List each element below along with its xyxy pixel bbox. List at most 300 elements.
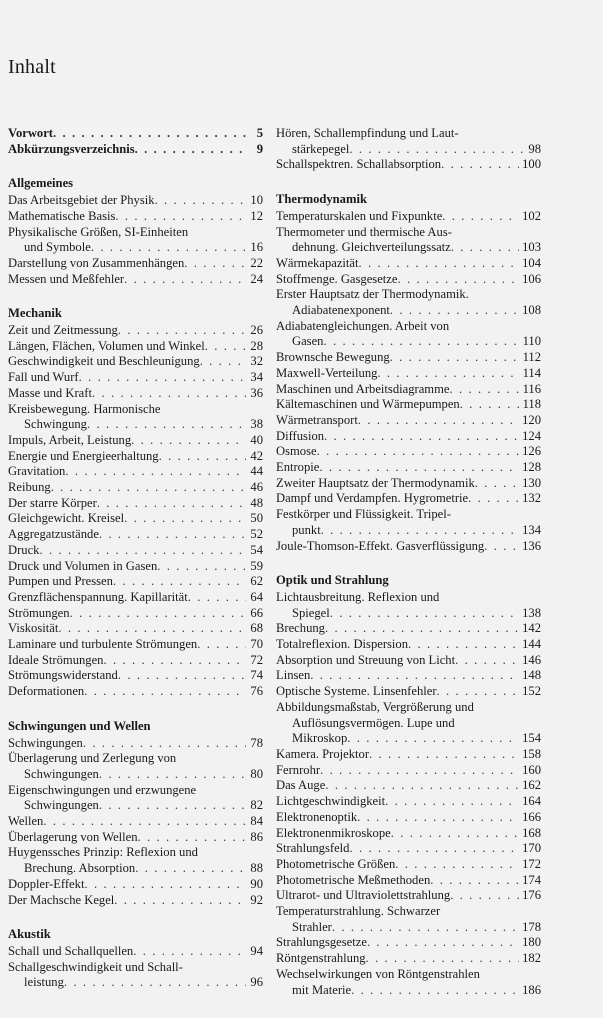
toc-entry[interactable] [8, 606, 263, 622]
page-number: 94 [250, 943, 263, 958]
entry-line [8, 684, 263, 700]
toc-entry[interactable] [276, 319, 541, 350]
entry-title: Der Machsche Kegel [8, 892, 115, 907]
dot-leader [135, 861, 246, 877]
entry-line [8, 370, 263, 386]
toc-entry[interactable] [8, 496, 263, 512]
toc-section-allgemeines [8, 177, 263, 287]
toc-entry[interactable] [8, 386, 263, 402]
toc-entry[interactable] [8, 574, 263, 590]
page-number: 103 [522, 240, 541, 255]
toc-entry[interactable] [276, 539, 541, 555]
entry-title: Zeit und Zeitmessung [8, 323, 118, 337]
entry-line [8, 256, 263, 272]
dot-leader [475, 476, 519, 492]
dot-leader [184, 256, 246, 272]
entry-title: Abkürzungsverzeichnis [8, 141, 135, 156]
entry-title: Elektronenoptik [276, 809, 358, 824]
entry-line [8, 668, 263, 684]
entry-line [276, 873, 541, 889]
entry-line [8, 893, 263, 909]
dot-leader [200, 354, 246, 370]
page-title: Inhalt [8, 56, 56, 78]
page-number: 106 [522, 271, 541, 286]
entry-line [8, 975, 263, 991]
entry-title: Strömungen [8, 605, 70, 620]
toc-entry[interactable] [8, 845, 263, 876]
toc-entry[interactable] [8, 464, 263, 480]
toc-entry[interactable] [8, 256, 263, 272]
toc-entry[interactable] [8, 736, 263, 752]
page-number: 118 [522, 397, 541, 412]
entry-line [276, 240, 541, 256]
page-number: 160 [522, 762, 541, 777]
toc-entry[interactable] [276, 256, 541, 272]
toc-entry[interactable] [276, 888, 541, 904]
entry-title-line: Kreisbewegung. Harmonische [8, 401, 161, 416]
page-number: 26 [250, 323, 263, 337]
toc-entry[interactable] [8, 142, 263, 158]
page-number: 38 [250, 417, 263, 432]
entry-title: Das Arbeitsgebiet der Physik [8, 193, 155, 208]
entry-title: Das Auge [276, 778, 326, 793]
entry-title: Strahlungsgesetze [276, 935, 367, 950]
entry-line [276, 606, 541, 622]
dot-leader [390, 350, 520, 366]
toc-column-right [276, 126, 541, 1018]
toc-entry[interactable] [8, 480, 263, 496]
entry-title: Schall und Schallquellen [8, 943, 134, 958]
dot-leader [92, 386, 246, 402]
dot-leader [397, 272, 519, 288]
page-number: 42 [250, 448, 263, 463]
entry-line [276, 763, 541, 779]
page-number: 52 [250, 527, 263, 542]
entry-title: Kältemaschinen und Wärmepumpen [276, 397, 460, 412]
dot-leader [324, 429, 519, 445]
toc-entry[interactable] [276, 507, 541, 538]
toc-entry[interactable] [276, 209, 541, 225]
entry-line [276, 983, 541, 999]
entry-title: Deformationen [8, 684, 85, 699]
page-number: 82 [250, 798, 263, 813]
page-number: 120 [522, 412, 541, 427]
toc-entry[interactable] [8, 590, 263, 606]
section-heading: Schwingungen und Wellen [8, 718, 151, 733]
entry-title-line: Hören, Schallempfindung und Laut- [276, 126, 459, 140]
dot-leader [357, 810, 519, 826]
entry-title: Gasen [292, 334, 324, 349]
entry-title: Ultrarot- und Ultraviolettstrahlung [276, 888, 451, 903]
entry-title: Maschinen und Arbeitsdiagramme [276, 381, 450, 396]
toc-entry[interactable] [8, 339, 263, 355]
toc-entry[interactable] [276, 126, 541, 157]
entry-title-line: Adiabatengleichungen. Arbeit von [276, 318, 450, 333]
page-number: 164 [522, 794, 541, 809]
page-number: 112 [522, 350, 541, 365]
entry-title: Dampf und Verdampfen. Hygrometrie [276, 491, 469, 506]
toc-entry[interactable] [8, 323, 263, 339]
dot-leader [97, 496, 246, 512]
toc-entry[interactable] [8, 126, 263, 142]
dot-leader [157, 559, 246, 575]
toc-entry[interactable] [8, 209, 263, 225]
entry-title: Absorption und Streuung von Licht [276, 652, 456, 667]
entry-line [276, 256, 541, 272]
entry-title: Photometrische Meßmethoden [276, 872, 431, 887]
page-number: 48 [250, 495, 263, 510]
entry-line [276, 888, 541, 904]
entry-title: Photometrische Größen [276, 856, 396, 871]
entry-title: Maxwell-Verteilung [276, 365, 378, 380]
entry-line [276, 460, 541, 476]
toc-entry[interactable] [276, 794, 541, 810]
section-heading: Thermodynamik [276, 192, 367, 207]
entry-title: Mathematische Basis [8, 208, 116, 223]
entry-line [8, 209, 263, 225]
toc-entry[interactable] [276, 951, 541, 967]
page-number: 96 [250, 975, 263, 990]
page-number: 144 [522, 637, 541, 652]
entry-title: Optische Systeme. Linsenfehler [276, 684, 437, 699]
dot-leader [118, 668, 246, 684]
dot-leader [325, 621, 519, 637]
page-number: 16 [250, 240, 263, 255]
page-number: 5 [256, 126, 263, 140]
dot-leader [430, 873, 519, 889]
page-number: 34 [250, 370, 263, 385]
entry-line [276, 366, 541, 382]
entry-line [276, 382, 541, 398]
toc-entry[interactable] [276, 841, 541, 857]
toc-entry[interactable] [8, 370, 263, 386]
page-number: 80 [250, 766, 263, 781]
toc-section [276, 126, 541, 173]
toc-section-schwingungen-und-wellen [8, 720, 263, 908]
page-number: 146 [522, 652, 541, 667]
toc-entry[interactable] [276, 366, 541, 382]
page-number: 98 [528, 141, 541, 156]
toc-entry[interactable] [8, 543, 263, 559]
toc-entry[interactable] [276, 590, 541, 621]
entry-title: Fernrohr [276, 762, 321, 777]
entry-title-line: Schallgeschwindigkeit und Schall- [8, 959, 183, 974]
toc-entry[interactable] [8, 433, 263, 449]
entry-title: punkt [292, 522, 321, 537]
entry-line [276, 826, 541, 842]
page-number: 12 [250, 208, 263, 223]
dot-leader [451, 240, 519, 256]
entry-title: stärkepegel [292, 141, 350, 156]
entry-line [276, 684, 541, 700]
dot-leader [484, 539, 519, 555]
page-number: 124 [522, 428, 541, 443]
dot-leader [321, 523, 519, 539]
page-number: 36 [250, 385, 263, 400]
dot-leader [138, 830, 246, 846]
entry-title: Brownsche Bewegung [276, 350, 390, 365]
entry-title: Schwingungen [24, 766, 99, 781]
dot-leader [390, 303, 519, 319]
dot-leader [83, 736, 246, 752]
entry-line [276, 334, 541, 350]
dot-leader [188, 590, 246, 606]
entry-line [8, 339, 263, 355]
entry-title: Wärmetransport [276, 412, 358, 427]
entry-line [276, 209, 541, 225]
page-number: 66 [250, 605, 263, 620]
toc-entry[interactable] [276, 653, 541, 669]
page-number: 24 [250, 271, 263, 286]
entry-line [8, 877, 263, 893]
toc-entry[interactable] [276, 157, 541, 173]
entry-title: und Symbole [24, 240, 91, 255]
toc-entry[interactable] [8, 814, 263, 830]
entry-title-line: Auflösungsvermögen. Lupe und [292, 715, 455, 730]
entry-line [8, 543, 263, 559]
toc-entry[interactable] [8, 449, 263, 465]
toc-entry[interactable] [276, 413, 541, 429]
page-number: 132 [522, 491, 541, 506]
entry-line [8, 272, 263, 288]
toc-entry[interactable] [8, 402, 263, 433]
page-number: 78 [250, 735, 263, 750]
page-number: 162 [522, 778, 541, 793]
toc-entry[interactable] [276, 967, 541, 998]
dot-leader [385, 794, 519, 810]
entry-title: Schwingung [24, 417, 87, 432]
toc-entry[interactable] [276, 225, 541, 256]
page-number: 126 [522, 444, 541, 459]
entry-title: Gleichgewicht. Kreisel [8, 511, 125, 526]
toc-section-optik-und-strahlung [276, 574, 541, 998]
entry-title: Druck [8, 542, 40, 557]
entry-title: Pumpen und Pressen [8, 574, 113, 589]
toc-entry[interactable] [276, 444, 541, 460]
toc-entry[interactable] [276, 491, 541, 507]
page-number: 114 [522, 365, 541, 380]
toc-entry[interactable] [8, 877, 263, 893]
entry-title: Wellen [8, 814, 44, 829]
entry-title-line: Physikalische Größen, SI-Einheiten [8, 224, 189, 239]
toc-entry[interactable] [276, 637, 541, 653]
entry-title: Wärmekapazität [276, 255, 359, 270]
page-number: 128 [522, 460, 541, 475]
toc-entry[interactable] [8, 893, 263, 909]
entry-title: Adiabatenexponent [292, 303, 390, 318]
page-number: 172 [522, 856, 541, 871]
entry-line [276, 142, 541, 158]
entry-line [276, 935, 541, 951]
entry-title: Überlagerung von Wellen [8, 829, 138, 844]
page-number: 22 [250, 255, 263, 270]
entry-title: mit Materie [292, 982, 352, 997]
dot-leader [369, 747, 519, 763]
toc-entry[interactable] [8, 621, 263, 637]
dot-leader [395, 857, 519, 873]
page-number: 84 [250, 814, 263, 829]
entry-line [8, 653, 263, 669]
dot-leader [377, 366, 519, 382]
dot-leader [442, 209, 519, 225]
page-number: 108 [522, 303, 541, 318]
entry-line [8, 830, 263, 846]
page-number: 182 [522, 951, 541, 966]
page-number: 176 [522, 888, 541, 903]
entry-title-line: Erster Hauptsatz der Thermodynamik. [276, 287, 469, 302]
entry-title: Druck und Volumen in Gasen [8, 558, 158, 573]
dot-leader [205, 339, 246, 355]
entry-title: Impuls, Arbeit, Leistung [8, 432, 132, 447]
page-number: 152 [522, 684, 541, 699]
toc-entry[interactable] [276, 460, 541, 476]
dot-leader [323, 334, 519, 350]
toc-entry[interactable] [8, 511, 263, 527]
page-number: 180 [522, 935, 541, 950]
entry-line [8, 606, 263, 622]
toc-entry[interactable] [276, 935, 541, 951]
toc-entry[interactable] [276, 778, 541, 794]
dot-leader [349, 841, 519, 857]
dot-leader [332, 920, 519, 936]
page-number: 74 [250, 668, 263, 683]
dot-leader [460, 397, 520, 413]
dot-leader [319, 460, 519, 476]
toc-entry[interactable] [276, 476, 541, 492]
dot-leader [87, 417, 246, 433]
toc-entry[interactable] [8, 193, 263, 209]
entry-line [8, 559, 263, 575]
toc-entry[interactable] [276, 621, 541, 637]
toc-entry[interactable] [276, 287, 541, 318]
toc-column-left [8, 126, 263, 1011]
toc-entry[interactable] [8, 960, 263, 991]
entry-title: Osmose [276, 444, 317, 459]
dot-leader [325, 778, 519, 794]
dot-leader [65, 464, 246, 480]
entry-title: Längen, Flächen, Volumen und Winkel [8, 338, 205, 353]
toc-entry[interactable] [276, 429, 541, 445]
entry-title: Grenzflächenspannung. Kapillarität [8, 589, 188, 604]
toc-entry[interactable] [276, 350, 541, 366]
dot-leader [124, 511, 246, 527]
dot-leader [437, 684, 520, 700]
dot-leader [468, 491, 519, 507]
page-number: 102 [522, 208, 541, 223]
entry-line [8, 126, 263, 142]
page-number: 68 [250, 621, 263, 636]
dot-leader [58, 621, 246, 637]
dot-leader [84, 684, 246, 700]
entry-title: Masse und Kraft [8, 385, 92, 400]
entry-title-line: Wechselwirkungen von Röntgenstrahlen [276, 966, 480, 981]
entry-line [276, 429, 541, 445]
dot-leader [99, 767, 246, 783]
toc-entry[interactable] [8, 354, 263, 370]
entry-title: Joule-Thomson-Effekt. Gasverflüssigung [276, 538, 485, 553]
toc-entry[interactable] [276, 382, 541, 398]
dot-leader [53, 126, 246, 142]
entry-title: Stoffmenge. Gasgesetze [276, 271, 398, 286]
entry-title: Laminare und turbulente Strömungen [8, 637, 198, 652]
dot-leader [115, 209, 246, 225]
entry-line [276, 653, 541, 669]
entry-line [276, 491, 541, 507]
page-number: 168 [522, 825, 541, 840]
entry-title: Vorwort [8, 126, 53, 140]
toc-entry[interactable] [8, 225, 263, 256]
dot-leader [124, 272, 246, 288]
toc-entry[interactable] [276, 684, 541, 700]
page-number: 90 [250, 876, 263, 891]
entry-line [8, 417, 263, 433]
dot-leader [450, 888, 519, 904]
entry-line [276, 350, 541, 366]
dot-leader [39, 543, 246, 559]
toc-entry[interactable] [276, 904, 541, 935]
entry-line [276, 539, 541, 555]
entry-line [8, 736, 263, 752]
toc-entry[interactable] [8, 653, 263, 669]
toc-entry[interactable] [8, 944, 263, 960]
toc-entry[interactable] [8, 830, 263, 846]
entry-title: Schwingungen [8, 735, 83, 750]
toc-entry[interactable] [276, 747, 541, 763]
toc-entry[interactable] [276, 668, 541, 684]
dot-leader [64, 975, 246, 991]
toc-entry[interactable] [276, 397, 541, 413]
toc-entry[interactable] [276, 272, 541, 288]
entry-title: Zweiter Hauptsatz der Thermodynamik [276, 475, 475, 490]
page-number: 86 [250, 829, 263, 844]
toc-entry[interactable] [8, 751, 263, 782]
toc-entry[interactable] [276, 810, 541, 826]
page-number: 44 [250, 464, 263, 479]
entry-title-line: Lichtausbreitung. Reflexion und [276, 589, 440, 604]
toc-entry[interactable] [8, 783, 263, 814]
entry-line [8, 621, 263, 637]
entry-title: dehnung. Gleichverteilungssatz [292, 240, 451, 255]
entry-line [8, 861, 263, 877]
toc-entry[interactable] [276, 826, 541, 842]
dot-leader [51, 480, 246, 496]
page-number: 10 [250, 193, 263, 208]
entry-line [8, 323, 263, 339]
dot-leader [347, 731, 519, 747]
toc-entry[interactable] [8, 527, 263, 543]
entry-line [8, 798, 263, 814]
toc-entry[interactable] [276, 700, 541, 747]
page-number: 130 [522, 475, 541, 490]
toc-entry[interactable] [8, 684, 263, 700]
toc-entry[interactable] [8, 272, 263, 288]
toc-entry[interactable] [276, 873, 541, 889]
dot-leader [135, 142, 246, 158]
entry-line [276, 778, 541, 794]
toc-entry[interactable] [276, 857, 541, 873]
entry-title: Strahlungsfeld [276, 841, 350, 856]
entry-title: Schallspektren. Schallabsorption [276, 157, 442, 172]
toc-entry[interactable] [276, 763, 541, 779]
page-number: 154 [522, 731, 541, 746]
dot-leader [367, 935, 519, 951]
entry-title: Der starre Körper [8, 495, 97, 510]
toc-entry[interactable] [8, 637, 263, 653]
toc-entry[interactable] [8, 668, 263, 684]
entry-line [8, 433, 263, 449]
entry-title: Aggregatzustände [8, 527, 99, 542]
toc-entry[interactable] [8, 559, 263, 575]
